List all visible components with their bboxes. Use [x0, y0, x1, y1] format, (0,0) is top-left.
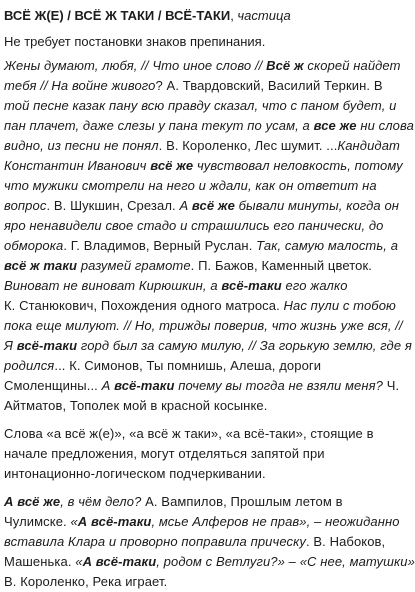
example-text: А — [101, 378, 115, 393]
text-line — [4, 196, 400, 216]
example-text: тебя // На войне живого — [4, 78, 156, 93]
example-text: вопрос — [4, 198, 47, 213]
example-text: бывали минуты, когда он — [234, 198, 400, 213]
dictionary-entry — [4, 6, 415, 592]
highlighted-particle: всё-таки — [221, 278, 282, 293]
text-line — [4, 512, 400, 532]
text-line — [4, 276, 400, 296]
example-text: вставила Клара и проворно поправила прическу — [4, 534, 306, 549]
text-line — [4, 176, 400, 196]
example-text: « — [75, 554, 83, 569]
text-line — [4, 56, 400, 76]
source-citation: Смоленщины... — [4, 378, 102, 393]
source-citation: Чулимске. — [4, 514, 71, 529]
example-text: скорей найдет — [303, 58, 401, 73]
text-line — [4, 532, 400, 552]
paragraph-gap — [4, 484, 400, 492]
highlighted-particle: Всё ж — [266, 58, 304, 73]
example-text: пан плачет, даже слезы у пана текут по усам, а — [4, 118, 314, 133]
highlighted-particle: все же — [313, 118, 357, 133]
example-text: яро ненавидели свое стадо и страшились его панически, до — [4, 218, 384, 233]
source-citation: . В. Шукшин, Срезал. — [46, 198, 180, 213]
example-text: разумей грамоте — [77, 258, 191, 273]
highlighted-particle: всё же — [191, 198, 235, 213]
text-line — [4, 96, 400, 116]
example-text: Жены думают, любя, // Что иное слово // — [4, 58, 267, 73]
example-text: его жалко — [281, 278, 348, 293]
source-citation: . Г. Владимов, Верный Руслан. — [63, 238, 257, 253]
source-citation: Айтматов, Тополек мой в красной косынке. — [4, 398, 268, 413]
example-text: , мсье Алферов не прав», – неожиданно — [151, 514, 400, 529]
example-text: почему вы тогда не взяли меня? — [174, 378, 384, 393]
example-text: Так, самую малость, а — [256, 238, 399, 253]
example-text: Я — [4, 338, 17, 353]
text-line — [4, 296, 400, 316]
entry-separator: , — [230, 8, 238, 23]
example-text: чувствовал неловкость, потому — [193, 158, 403, 173]
example-text: Виноват не виноват Кирюшкин, а — [4, 278, 222, 293]
example-text: горд был за самую милую, // За горькую землю, где я — [77, 338, 412, 353]
source-citation: . П. Бажов, Каменный цветок. — [190, 258, 372, 273]
highlighted-particle: всё-таки — [16, 338, 78, 353]
highlighted-particle: всё же — [150, 158, 194, 173]
text-line — [4, 216, 400, 236]
text-line — [4, 396, 400, 416]
example-text: А — [179, 198, 192, 213]
text-line — [4, 356, 400, 376]
example-text: родился — [4, 358, 55, 373]
highlighted-particle: всё ж таки — [4, 258, 78, 273]
rule-line: Слова «а всё ж(е)», «а всё ж таки», «а всё-таки», стоящие в — [4, 426, 374, 441]
text-line — [4, 156, 403, 176]
text-line — [4, 492, 400, 512]
rule-paragraph — [4, 424, 400, 484]
source-citation: ? А. Твардовский, Василий Теркин. В — [155, 78, 383, 93]
text-line — [4, 236, 400, 256]
text-line — [4, 336, 412, 356]
example-text: пока еще милуют. // Но, трижды поверив, что жизнь уже вся, // — [4, 318, 403, 333]
source-citation: В. Короленко, Река играет. — [4, 574, 168, 589]
source-citation: К. Станюкович, Похождения одного матроса. — [4, 298, 284, 313]
entry-title — [4, 6, 400, 26]
text-line — [4, 376, 400, 396]
example-text: обморока — [4, 238, 64, 253]
example-text: , в чём дело? — [60, 494, 142, 509]
highlighted-particle: А всё-таки — [77, 514, 152, 529]
paragraph-gap — [4, 416, 400, 424]
punctuation-note: Не требует постановки знаков препинания. — [4, 34, 266, 49]
source-citation: . В. Набоков, — [305, 534, 386, 549]
highlighted-particle: всё-таки — [114, 378, 175, 393]
example-text: Нас пули с тобою — [283, 298, 396, 313]
text-line — [4, 552, 415, 572]
text-line — [4, 572, 400, 592]
example-text: что мужики смотрели на него и ждали, как он ответит на — [4, 178, 377, 193]
example-text: видно, из песни не понял — [4, 138, 159, 153]
source-citation: Машенька. — [4, 554, 76, 569]
example-text: ни слова — [356, 118, 414, 133]
highlighted-particle: А всё же — [4, 494, 61, 509]
rule-line: начале предложения, могут отделяться запятой при — [4, 446, 325, 461]
source-citation: Ч. — [383, 378, 400, 393]
text-line — [4, 76, 400, 96]
example-text: Константин Иванович — [4, 158, 151, 173]
text-line — [4, 136, 400, 156]
source-citation: . В. Короленко, Лес шумит. ... — [158, 138, 338, 153]
highlighted-particle: А всё-таки — [82, 554, 157, 569]
example-text: , родом с Ветлуги?» – «С нее, матушки» — [156, 554, 415, 569]
example-text: « — [70, 514, 78, 529]
entry-headword: ВСЁ Ж(Е) / ВСЁ Ж ТАКИ / ВСЁ-ТАКИ — [4, 8, 231, 23]
examples-block-1 — [4, 56, 414, 416]
example-text: Кандидат — [337, 138, 400, 153]
examples-block-2 — [4, 492, 415, 592]
source-citation: А. Вампилов, Прошлым летом в — [141, 494, 343, 509]
text-line — [4, 316, 403, 336]
source-citation: ... К. Симонов, Ты помнишь, Алеша, дороги — [54, 358, 322, 373]
rule-line: интонационно-логическом подчеркивании. — [4, 466, 266, 481]
text-line — [4, 256, 400, 276]
example-text: той песне казак пану всю правду сказал, что с паном будет, и — [4, 98, 397, 113]
text-line — [4, 116, 414, 136]
part-of-speech: частица — [237, 8, 291, 23]
